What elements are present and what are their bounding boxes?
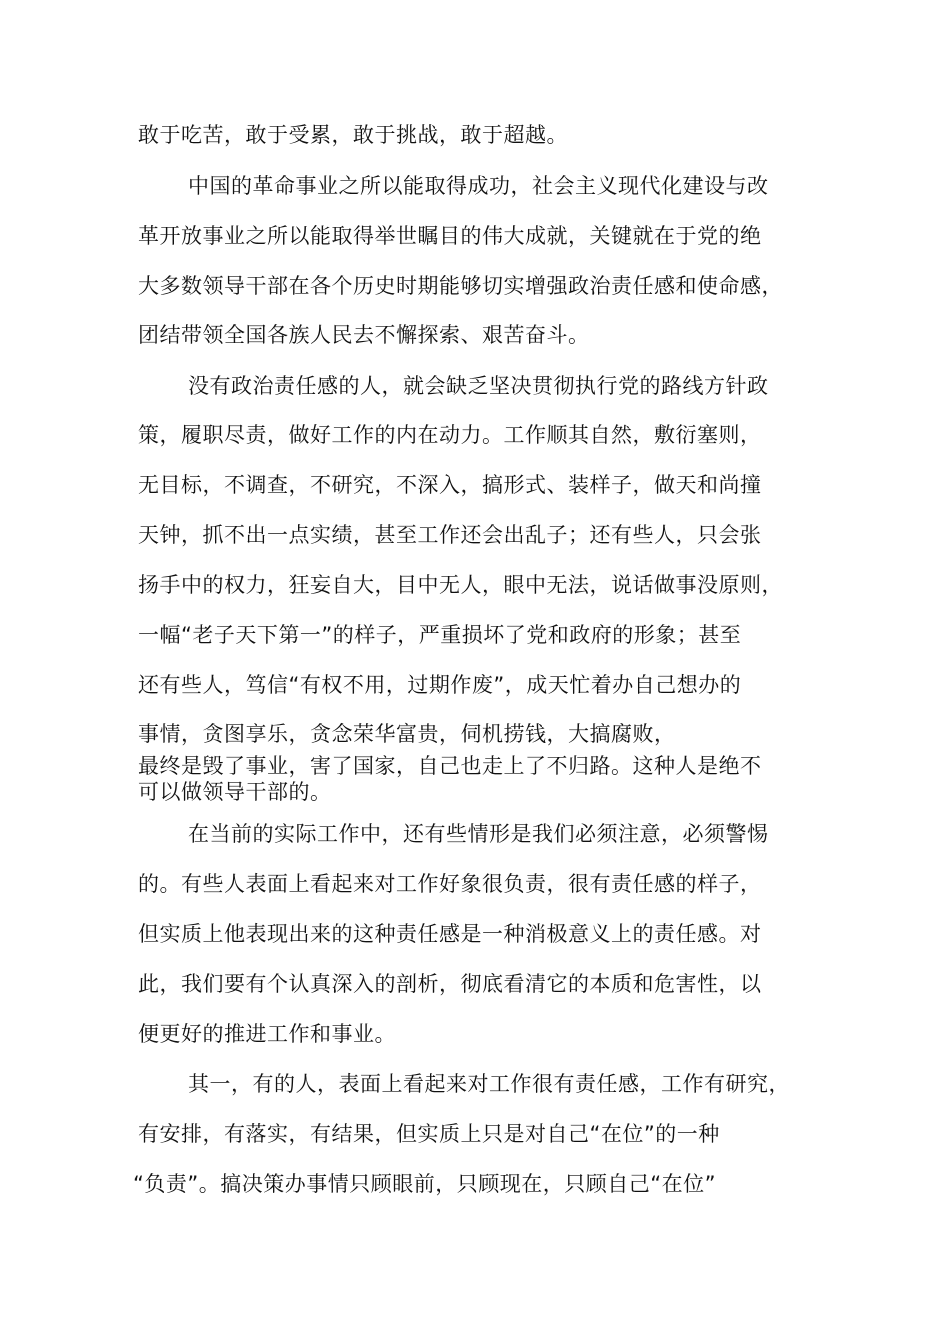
text-line: 无目标，不调查，不研究，不深入，搞形式、装样子，做天和尚撞 xyxy=(138,473,762,497)
paragraph-first-line: 在当前的实际工作中，还有些情形是我们必须注意，必须警惕 xyxy=(188,822,769,846)
text-line: 团结带领全国各族人民去不懈探索、艰苦奋斗。 xyxy=(138,323,590,347)
paragraph-first-line: 其一，有的人，表面上看起来对工作很有责任感，工作有研究， xyxy=(188,1072,790,1096)
text-line: 有安排，有落实，有结果，但实质上只是对自己“在位”的一种 xyxy=(138,1122,720,1146)
text-line: 事情，贪图享乐，贪念荣华富贵，伺机捞钱，大搞腐败， xyxy=(138,722,676,746)
text-line: 扬手中的权力，狂妄自大，目中无人，眼中无法，说话做事没原则， xyxy=(138,573,783,597)
text-line: 但实质上他表现出来的这种责任感是一种消极意义上的责任感。对 xyxy=(138,922,762,946)
paragraph-first-line: 中国的革命事业之所以能取得成功，社会主义现代化建设与改 xyxy=(188,174,769,198)
paragraph-first-line: 没有政治责任感的人，就会缺乏坚决贯彻执行党的路线方针政 xyxy=(188,374,769,398)
text-line: 最终是毁了事业，害了国家，自己也走上了不归路。这种人是绝不 xyxy=(138,754,762,778)
text-line: 的。有些人表面上看起来对工作好象很负责，很有责任感的样子， xyxy=(138,872,762,896)
text-line: 革开放事业之所以能取得举世瞩目的伟大成就，关键就在于党的绝 xyxy=(138,224,762,248)
text-line: 还有些人，笃信“有权不用，过期作废”，成天忙着办自己想办的 xyxy=(138,673,742,697)
text-line: 可以做领导干部的。 xyxy=(138,780,332,804)
text-line: 此，我们要有个认真深入的剖析，彻底看清它的本质和危害性，以 xyxy=(138,972,762,996)
text-line: 策，履职尽责，做好工作的内在动力。工作顺其自然，敷衍塞则， xyxy=(138,423,762,447)
text-line: 敢于吃苦，敢于受累，敢于挑战，敢于超越。 xyxy=(138,123,568,147)
text-line: 一幅“老子天下第一”的样子，严重损坏了党和政府的形象；甚至 xyxy=(138,623,742,647)
text-line: 大多数领导干部在各个历史时期能够切实增强政治责任感和使命感， xyxy=(138,274,783,298)
text-line: 便更好的推进工作和事业。 xyxy=(138,1022,396,1046)
text-line: “负责”。搞决策办事情只顾眼前，只顾现在，只顾自己“在位” xyxy=(133,1172,717,1196)
text-line: 天钟，抓不出一点实绩，甚至工作还会出乱子；还有些人，只会张 xyxy=(138,523,762,547)
